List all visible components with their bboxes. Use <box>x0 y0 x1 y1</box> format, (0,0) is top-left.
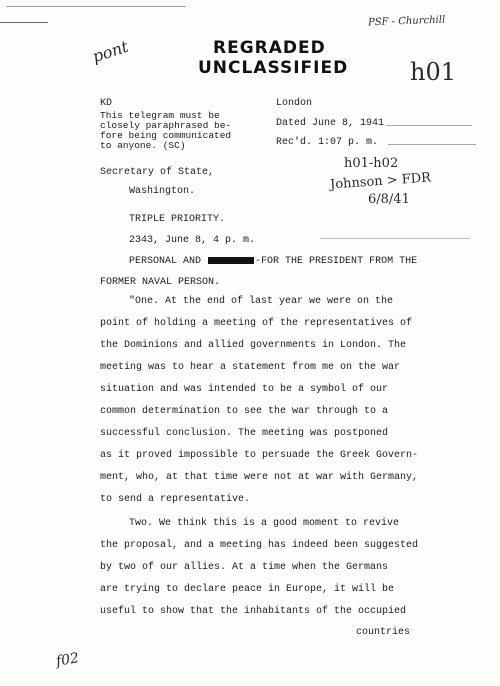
reference-number: 2343, June 8, 4 p. m. <box>129 235 256 246</box>
body-line-8: as it proved impossible to persuade the Greek Govern- <box>100 450 419 461</box>
unclassified-stamp: UNCLASSIFIED <box>198 58 349 78</box>
left-edge-mark <box>0 22 48 23</box>
paraphrase-notice-line-2: closely paraphrased be- <box>100 120 232 131</box>
handwritten-file-number: h01 <box>410 58 456 86</box>
paraphrase-notice-line-4: to anyone. (SC) <box>100 140 186 151</box>
body-line-9: ment, who, at that time were not at war with Germany, <box>100 472 419 483</box>
handwritten-ref-line-1: h01-h02 <box>344 156 399 171</box>
personal-line: PERSONAL AND -FOR THE PRESIDENT FROM THE <box>129 256 418 267</box>
body-line-12: the proposal, and a meeting has indeed been suggested <box>100 540 419 551</box>
catchword: countries <box>356 627 411 638</box>
sender-line: FORMER NAVAL PERSON. <box>100 277 221 288</box>
body-line-4: meeting was to hear a statement from me on the war <box>100 362 401 373</box>
paraphrase-notice-line-1: This telegram must be <box>100 110 220 121</box>
faint-rule <box>320 238 470 239</box>
body-line-6: common determination to see the war through to a <box>100 406 389 417</box>
regraded-stamp: REGRADED <box>213 38 326 58</box>
body-line-1: "One. At the end of last year we were on the <box>129 296 394 307</box>
handwritten-ref-line-3: 6/8/41 <box>368 192 410 207</box>
received-line: Rec'd. 1:07 p. m. <box>276 137 379 148</box>
body-line-7: successful conclusion. The meeting was postponed <box>100 428 389 439</box>
dated-underline <box>386 125 472 126</box>
handwritten-bottom-note: f02 <box>54 650 81 670</box>
body-line-2: point of holding a meeting of the representatives of <box>100 318 413 329</box>
redaction-block <box>208 257 254 264</box>
personal-prefix: PERSONAL AND <box>129 256 202 267</box>
dated-line: Dated June 8, 1941 <box>276 118 385 129</box>
body-line-15: useful to show that the inhabitants of the occupied <box>100 606 407 617</box>
paraphrase-notice-line-3: fore being communicated <box>100 130 232 141</box>
handwritten-ref-line-2: Johnson > FDR <box>329 170 432 193</box>
address-city: Washington. <box>129 186 196 197</box>
origin-city: London <box>276 98 313 109</box>
body-line-10: to send a representative. <box>100 494 251 505</box>
routing-code: KD <box>100 98 113 109</box>
handwritten-file-reference: PSF - Churchill <box>367 14 446 29</box>
addressee: Secretary of State, <box>100 167 215 178</box>
body-line-13: by two of our allies. At a time when the Germans <box>100 562 389 573</box>
body-line-11: Two. We think this is a good moment to revive <box>129 518 400 529</box>
body-line-3: the Dominions and allied governments in London. The <box>100 340 407 351</box>
body-line-14: are trying to declare peace in Europe, it will be <box>100 584 395 595</box>
body-line-5: situation and was intended to be a symbol of our <box>100 384 389 395</box>
personal-suffix: FOR THE PRESIDENT FROM THE <box>261 256 418 267</box>
handwritten-top-left-note: pont <box>89 36 131 67</box>
received-underline <box>388 144 476 145</box>
top-edge-line <box>6 6 186 7</box>
priority-line: TRIPLE PRIORITY. <box>129 214 226 225</box>
